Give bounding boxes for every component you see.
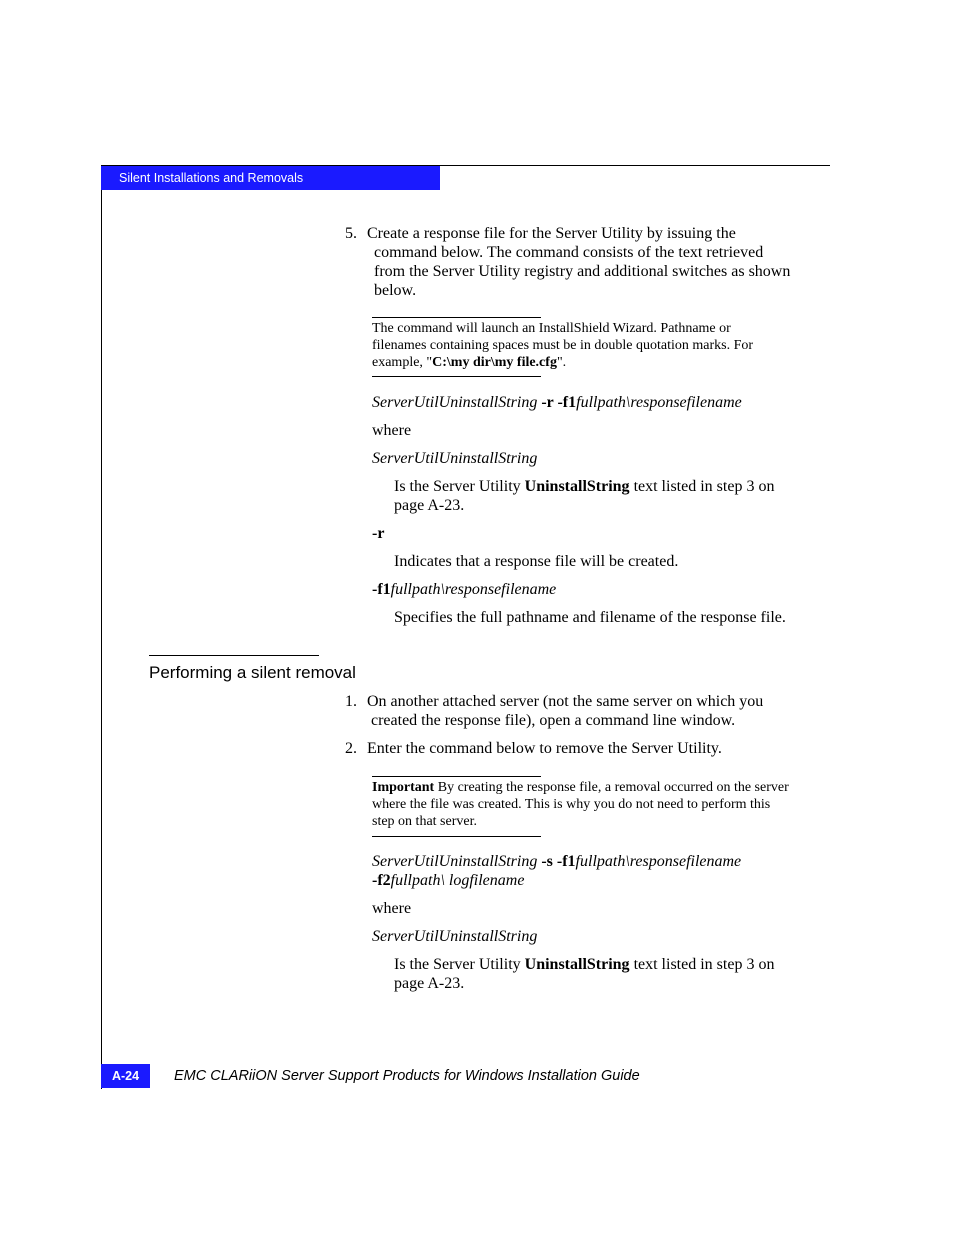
- step-text-line: command below. The command consists of the text retrieved: [374, 244, 764, 261]
- definition-desc: Is the Server Utility UninstallString text listed in step 3 on page A-23.: [394, 956, 775, 992]
- example-path: C:\my dir\my file.cfg: [432, 355, 557, 370]
- definition-term: ServerUtilUninstallString: [372, 928, 538, 945]
- important-label: Important: [372, 780, 435, 795]
- note-bottom-rule: [372, 376, 541, 377]
- where-label: where: [372, 422, 412, 439]
- section-header-tab: Silent Installations and Removals: [101, 166, 440, 190]
- step-1: 1. On another attached server (not the same server on which you created the response file), open a command line window.: [345, 693, 764, 729]
- command-line: ServerUtilUninstallString -r -f1fullpath\responsefilename: [372, 394, 742, 411]
- note-line: example, "C:\my dir\my file.cfg".: [372, 355, 567, 370]
- note-top-rule: [372, 317, 541, 318]
- step-text-line: below.: [374, 282, 417, 299]
- command-line: ServerUtilUninstallString -s -f1fullpath\responsefilename -f2fullpath\ logfilename: [372, 853, 742, 889]
- note-line: The command will launch an InstallShield Wizard. Pathname or: [372, 321, 731, 336]
- definition-term: ServerUtilUninstallString: [372, 450, 538, 467]
- step-text-line: Create a response file for the Server Utility by issuing the: [367, 225, 736, 242]
- step-5: [345, 224, 825, 300]
- section-heading: Performing a silent removal: [149, 663, 356, 682]
- step-number: 5.: [345, 225, 357, 242]
- book-title: EMC CLARiiON Server Support Products for Windows Installation Guide: [174, 1068, 640, 1084]
- step-number: 1.: [345, 693, 357, 710]
- note-line: filenames containing spaces must be in double quotation marks. For: [372, 338, 754, 353]
- note-box: [372, 320, 827, 371]
- definition-term: -r: [372, 525, 385, 542]
- step-2: 2. Enter the command below to remove the Server Utility.: [345, 740, 722, 757]
- section-rule: [149, 655, 319, 656]
- note-top-rule: [372, 776, 541, 777]
- margin-rule: [101, 165, 102, 1089]
- definition-desc: Specifies the full pathname and filename of the response file.: [394, 609, 786, 626]
- where-label: where: [372, 900, 412, 917]
- definition-term: -f1fullpath\responsefilename: [372, 581, 557, 598]
- step-number: 2.: [345, 740, 357, 757]
- step-text-line: from the Server Utility registry and additional switches as shown: [374, 263, 791, 280]
- note-bottom-rule: [372, 836, 541, 837]
- page-number-badge: A-24: [101, 1064, 150, 1088]
- important-note: Important By creating the response file, a removal occurred on the server where the file was created. This is why you do not need to perform this step on that server.: [372, 780, 789, 829]
- definition-desc: Indicates that a response file will be created.: [394, 553, 679, 570]
- definition-desc: Is the Server Utility UninstallString text listed in step 3 on page A-23.: [394, 478, 775, 514]
